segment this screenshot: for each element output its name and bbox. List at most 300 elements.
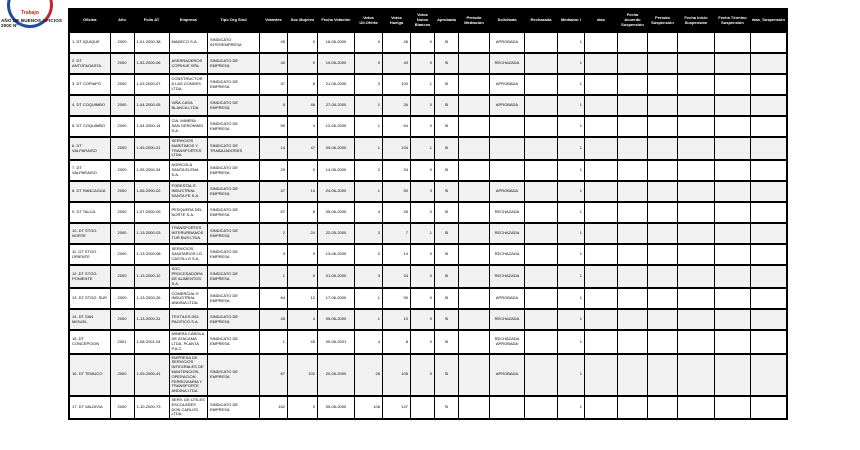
cell-periodo_susp[interactable] [647, 223, 677, 244]
cell-empresa[interactable]: SERVICIOS MARITIMOS Y TRANSPORTES LTDA. [169, 137, 207, 160]
cell-dias[interactable] [584, 330, 617, 353]
cell-rechazada[interactable] [524, 116, 557, 137]
cell-fecha_acuerdo_susp[interactable] [617, 95, 647, 116]
cell-solicitada[interactable]: APROBADA [489, 288, 524, 309]
cell-empresa[interactable]: PESQUERA DEL NORTE S.A. [169, 202, 207, 223]
cell-fecha_acuerdo_susp[interactable] [617, 223, 647, 244]
cell-votos_huelga[interactable]: 147 [382, 396, 410, 419]
cell-votos_nulos[interactable]: 0 [410, 160, 434, 181]
cell-periodo_mediacion[interactable] [458, 265, 489, 288]
cell-soc_mujeres[interactable]: 12 [287, 288, 317, 309]
cell-solicitada[interactable]: APROBADA [489, 32, 524, 53]
cell-empresa[interactable]: SOC. PROCESADORA DE ALIMENTOS S.A. [169, 265, 207, 288]
cell-dias[interactable] [584, 160, 617, 181]
cell-votos_ult_oferta[interactable]: 0 [354, 32, 382, 53]
cell-aprobada[interactable]: Si [434, 32, 458, 53]
cell-solicitada[interactable] [489, 137, 524, 160]
cell-fecha_inicio_susp[interactable] [677, 288, 714, 309]
cell-dias_suspension[interactable] [750, 95, 786, 116]
cell-votos_huelga[interactable]: 26 [382, 95, 410, 116]
cell-rechazada[interactable] [524, 95, 557, 116]
cell-periodo_mediacion[interactable] [458, 244, 489, 265]
cell-dias[interactable] [584, 32, 617, 53]
cell-votos_nulos[interactable]: 0 [410, 288, 434, 309]
cell-fecha_acuerdo_susp[interactable] [617, 160, 647, 181]
cell-empresa[interactable]: COMERCIAL E INDUSTRIAL ANDINA LTDA. [169, 288, 207, 309]
cell-oficina[interactable]: 12. DT STGO. PONIENTE [69, 265, 110, 288]
cell-fecha_acuerdo_susp[interactable] [617, 354, 647, 396]
cell-votos_ult_oferta[interactable]: 4 [354, 330, 382, 353]
cell-ano[interactable]: 2000 [110, 202, 134, 223]
cell-fecha_termino_susp[interactable] [714, 53, 750, 74]
cell-fecha_votacion[interactable]: 05-06-2000 [317, 309, 354, 330]
cell-periodo_mediacion[interactable] [458, 330, 489, 353]
cell-periodo_mediacion[interactable] [458, 309, 489, 330]
cell-tipo_org[interactable]: SINDICATO DE EMPRESA [207, 202, 259, 223]
cell-empresa[interactable]: ASERRADEROS COPIHUE SPA. [169, 53, 207, 74]
cell-aprobada[interactable]: Si [434, 244, 458, 265]
cell-folio[interactable]: 1-07-2000-09 [134, 202, 169, 223]
cell-empresa[interactable]: TEXTILES DEL PACIFICO S.A. [169, 309, 207, 330]
cell-solicitada[interactable]: RECHAZADA [489, 202, 524, 223]
cell-solicitada[interactable]: APROBADA [489, 354, 524, 396]
cell-votos_huelga[interactable]: 45 [382, 32, 410, 53]
cell-rechazada[interactable] [524, 354, 557, 396]
cell-rechazada[interactable] [524, 53, 557, 74]
cell-ano[interactable]: 2000 [110, 181, 134, 202]
cell-aprobada[interactable]: Si [434, 202, 458, 223]
cell-rechazada[interactable] [524, 309, 557, 330]
cell-mediador[interactable]: 1 [557, 309, 584, 330]
cell-periodo_mediacion[interactable] [458, 181, 489, 202]
cell-folio[interactable]: 1-04-2000-05 [134, 95, 169, 116]
column-header-tipo_org[interactable]: Tipo Org Sind [207, 9, 259, 32]
column-header-votantes[interactable]: Votantes [259, 9, 287, 32]
cell-dias[interactable] [584, 354, 617, 396]
cell-aprobada[interactable]: Si [434, 223, 458, 244]
cell-votos_ult_oferta[interactable]: 3 [354, 223, 382, 244]
cell-fecha_votacion[interactable]: 10-06-2000 [317, 53, 354, 74]
cell-aprobada[interactable]: Si [434, 354, 458, 396]
cell-votos_huelga[interactable]: 7 [382, 223, 410, 244]
column-header-soc_mujeres[interactable]: Soc Mujeres [287, 9, 317, 32]
cell-mediador[interactable]: 1 [557, 288, 584, 309]
cell-fecha_acuerdo_susp[interactable] [617, 288, 647, 309]
cell-periodo_susp[interactable] [647, 137, 677, 160]
cell-periodo_susp[interactable] [647, 396, 677, 419]
column-header-ano[interactable]: Año [110, 9, 134, 32]
cell-aprobada[interactable]: Si [434, 74, 458, 95]
cell-rechazada[interactable] [524, 202, 557, 223]
column-header-votos_ult_oferta[interactable]: Votos Ult.Oferta [354, 9, 382, 32]
cell-empresa[interactable]: MADECO S.A. [169, 32, 207, 53]
cell-ano[interactable]: 2000 [110, 160, 134, 181]
cell-ano[interactable]: 2001 [110, 330, 134, 353]
cell-fecha_termino_susp[interactable] [714, 354, 750, 396]
cell-votos_ult_oferta[interactable]: 2 [354, 160, 382, 181]
cell-empresa[interactable]: CIA. MINERA SAN GERONIMO S.A. [169, 116, 207, 137]
cell-fecha_inicio_susp[interactable] [677, 160, 714, 181]
cell-soc_mujeres[interactable]: 8 [287, 202, 317, 223]
cell-mediador[interactable]: 1 [557, 53, 584, 74]
cell-tipo_org[interactable]: SINDICATO DE EMPRESA [207, 95, 259, 116]
cell-fecha_acuerdo_susp[interactable] [617, 309, 647, 330]
cell-fecha_votacion[interactable]: 20-06-2000 [317, 354, 354, 396]
cell-votos_ult_oferta[interactable]: 1 [354, 116, 382, 137]
cell-oficina[interactable]: 9. DT TALCA [69, 202, 110, 223]
cell-mediador[interactable]: 1 [557, 181, 584, 202]
cell-empresa[interactable]: SERVICIOS SANITARIOS LO CASTILLO S.A. [169, 244, 207, 265]
cell-votos_huelga[interactable]: 34 [382, 265, 410, 288]
cell-votos_ult_oferta[interactable]: 1 [354, 137, 382, 160]
cell-fecha_inicio_susp[interactable] [677, 223, 714, 244]
cell-votantes[interactable]: 40 [259, 53, 287, 74]
cell-ano[interactable]: 2000 [110, 265, 134, 288]
cell-soc_mujeres[interactable]: 46 [287, 95, 317, 116]
cell-fecha_termino_susp[interactable] [714, 32, 750, 53]
cell-fecha_inicio_susp[interactable] [677, 309, 714, 330]
cell-dias[interactable] [584, 265, 617, 288]
cell-dias_suspension[interactable] [750, 244, 786, 265]
cell-periodo_susp[interactable] [647, 202, 677, 223]
cell-soc_mujeres[interactable]: 4 [287, 116, 317, 137]
cell-votos_ult_oferta[interactable]: 1 [354, 181, 382, 202]
cell-dias[interactable] [584, 202, 617, 223]
cell-votos_nulos[interactable]: 0 [410, 309, 434, 330]
cell-soc_mujeres[interactable]: 8 [287, 74, 317, 95]
cell-rechazada[interactable] [524, 396, 557, 419]
cell-folio[interactable]: 1-04-2000-14 [134, 116, 169, 137]
cell-aprobada[interactable]: Si [434, 53, 458, 74]
cell-votantes[interactable]: 14 [259, 137, 287, 160]
cell-fecha_termino_susp[interactable] [714, 223, 750, 244]
cell-dias[interactable] [584, 116, 617, 137]
cell-fecha_inicio_susp[interactable] [677, 116, 714, 137]
cell-tipo_org[interactable]: SINDICATO DE EMPRESA [207, 244, 259, 265]
cell-periodo_susp[interactable] [647, 74, 677, 95]
cell-fecha_votacion[interactable]: 21-06-2000 [317, 74, 354, 95]
cell-fecha_votacion[interactable]: 05-06-2000 [317, 396, 354, 419]
cell-dias_suspension[interactable] [750, 309, 786, 330]
cell-tipo_org[interactable]: SINDICATO DE EMPRESA [207, 330, 259, 353]
cell-votos_nulos[interactable]: 1 [410, 74, 434, 95]
cell-ano[interactable]: 2000 [110, 396, 134, 419]
cell-fecha_inicio_susp[interactable] [677, 74, 714, 95]
cell-empresa[interactable]: EMPRESA DE SERVICIOS INTEGRALES DE MANTENCION, OPERACION FERROVIARIA Y TRANSPORTE ANDINA LTDA. [169, 354, 207, 396]
cell-empresa[interactable]: VIÑA CASA BLANCA LTDA. [169, 95, 207, 116]
cell-votos_ult_oferta[interactable]: 0 [354, 53, 382, 74]
cell-fecha_acuerdo_susp[interactable] [617, 181, 647, 202]
cell-tipo_org[interactable]: SINDICATO DE EMPRESA [207, 53, 259, 74]
column-header-aprobada[interactable]: Aprobada [434, 9, 458, 32]
cell-aprobada[interactable]: Si [434, 396, 458, 419]
cell-fecha_votacion[interactable]: 24-06-2000 [317, 181, 354, 202]
cell-dias[interactable] [584, 288, 617, 309]
cell-soc_mujeres[interactable]: 14 [287, 181, 317, 202]
cell-fecha_acuerdo_susp[interactable] [617, 265, 647, 288]
cell-solicitada[interactable]: RECHAZADA APROBADA [489, 330, 524, 353]
cell-fecha_inicio_susp[interactable] [677, 202, 714, 223]
cell-fecha_termino_susp[interactable] [714, 137, 750, 160]
cell-solicitada[interactable]: RECHAZADA [489, 223, 524, 244]
cell-fecha_inicio_susp[interactable] [677, 354, 714, 396]
cell-fecha_acuerdo_susp[interactable] [617, 74, 647, 95]
cell-dias[interactable] [584, 95, 617, 116]
cell-dias_suspension[interactable] [750, 354, 786, 396]
cell-soc_mujeres[interactable]: 24 [287, 223, 317, 244]
cell-fecha_votacion[interactable]: 05-06-2000 [317, 202, 354, 223]
cell-soc_mujeres[interactable]: 0 [287, 32, 317, 53]
cell-fecha_termino_susp[interactable] [714, 288, 750, 309]
cell-solicitada[interactable]: APROBADA [489, 74, 524, 95]
column-header-votos_nulos[interactable]: Votos Nulos Blancos [410, 9, 434, 32]
cell-solicitada[interactable]: RECHAZADA [489, 53, 524, 74]
cell-periodo_mediacion[interactable] [458, 53, 489, 74]
cell-ano[interactable]: 2000 [110, 244, 134, 265]
cell-rechazada[interactable] [524, 288, 557, 309]
cell-tipo_org[interactable]: SINDICATO DE EMPRESA [207, 74, 259, 95]
cell-folio[interactable]: 1-05-2000-21 [134, 137, 169, 160]
cell-oficina[interactable]: 4. DT COQUIMBO [69, 95, 110, 116]
cell-fecha_votacion[interactable]: 12-06-2000 [317, 116, 354, 137]
cell-fecha_votacion[interactable]: 14-06-2000 [317, 160, 354, 181]
cell-mediador[interactable]: 1 [557, 244, 584, 265]
cell-mediador[interactable]: 1 [557, 95, 584, 116]
cell-tipo_org[interactable]: SINDICATO DE EMPRESA [207, 288, 259, 309]
cell-periodo_susp[interactable] [647, 116, 677, 137]
cell-fecha_termino_susp[interactable] [714, 265, 750, 288]
cell-votos_huelga[interactable]: 45 [382, 202, 410, 223]
cell-oficina[interactable]: 3. DT COPIAPO [69, 74, 110, 95]
cell-dias_suspension[interactable] [750, 181, 786, 202]
cell-fecha_acuerdo_susp[interactable] [617, 202, 647, 223]
cell-votos_huelga[interactable]: 105 [382, 354, 410, 396]
cell-ano[interactable]: 2000 [110, 53, 134, 74]
cell-votantes[interactable]: 57 [259, 202, 287, 223]
cell-aprobada[interactable]: Si [434, 288, 458, 309]
cell-oficina[interactable]: 17. DT VALDIVIA [69, 396, 110, 419]
cell-folio[interactable]: 1-13-2000-03 [134, 223, 169, 244]
cell-fecha_termino_susp[interactable] [714, 244, 750, 265]
cell-votos_huelga[interactable]: 50 [382, 181, 410, 202]
cell-fecha_termino_susp[interactable] [714, 160, 750, 181]
cell-tipo_org[interactable]: SINDICATO DE EMPRESA [207, 265, 259, 288]
column-header-rechazada[interactable]: Rechazada [524, 9, 557, 32]
cell-folio[interactable]: 1-13-2000-12 [134, 265, 169, 288]
cell-votantes[interactable]: 1 [259, 265, 287, 288]
cell-dias[interactable] [584, 137, 617, 160]
cell-dias[interactable] [584, 309, 617, 330]
cell-folio[interactable]: 1-13-2000-08 [134, 244, 169, 265]
cell-periodo_mediacion[interactable] [458, 288, 489, 309]
cell-votos_huelga[interactable]: 8 [382, 330, 410, 353]
cell-periodo_mediacion[interactable] [458, 396, 489, 419]
cell-mediador[interactable]: 1 [557, 137, 584, 160]
cell-folio[interactable]: 1-09-2000-41 [134, 354, 169, 396]
cell-mediador[interactable]: 1 [557, 74, 584, 95]
cell-fecha_acuerdo_susp[interactable] [617, 396, 647, 419]
cell-dias_suspension[interactable] [750, 137, 786, 160]
cell-fecha_votacion[interactable]: 17-06-2000 [317, 288, 354, 309]
cell-rechazada[interactable] [524, 137, 557, 160]
cell-rechazada[interactable] [524, 160, 557, 181]
cell-mediador[interactable]: 1 [557, 202, 584, 223]
cell-oficina[interactable]: 10. DT STGO. NORTE [69, 223, 110, 244]
cell-mediador[interactable]: 1 [557, 32, 584, 53]
cell-solicitada[interactable]: RECHAZADA [489, 265, 524, 288]
column-header-periodo_susp[interactable]: Período Suspensión [647, 9, 677, 32]
cell-dias[interactable] [584, 223, 617, 244]
column-header-fecha_inicio_susp[interactable]: Fecha Inicio Suspensión [677, 9, 714, 32]
cell-votos_ult_oferta[interactable]: 4 [354, 202, 382, 223]
cell-fecha_inicio_susp[interactable] [677, 137, 714, 160]
cell-empresa[interactable]: FORESTAL E INDUSTRIAL SANTA FE S.A. [169, 181, 207, 202]
cell-votos_nulos[interactable]: 0 [410, 244, 434, 265]
cell-votantes[interactable]: 162 [259, 396, 287, 419]
cell-periodo_susp[interactable] [647, 330, 677, 353]
cell-votos_huelga[interactable]: 14 [382, 244, 410, 265]
cell-votos_nulos[interactable] [410, 396, 434, 419]
cell-folio[interactable]: 1-06-2000-02 [134, 181, 169, 202]
cell-votos_huelga[interactable]: 134 [382, 137, 410, 160]
cell-folio[interactable]: 1-03-2000-07 [134, 74, 169, 95]
cell-oficina[interactable]: 11. DT STGO. ORIENTE [69, 244, 110, 265]
cell-fecha_termino_susp[interactable] [714, 309, 750, 330]
cell-aprobada[interactable]: Si [434, 181, 458, 202]
cell-dias_suspension[interactable] [750, 53, 786, 74]
cell-fecha_acuerdo_susp[interactable] [617, 116, 647, 137]
cell-rechazada[interactable] [524, 32, 557, 53]
cell-empresa[interactable]: SERV. DE UTILES ESCOLARES DON CARLOS LTDA. [169, 396, 207, 419]
cell-empresa[interactable]: TRANSPORTES INTERURBANOS TUR BUS LTDA. [169, 223, 207, 244]
cell-oficina[interactable]: 7. DT VALPARAISO [69, 160, 110, 181]
cell-oficina[interactable]: 8. DT RANCAGUA [69, 181, 110, 202]
cell-periodo_mediacion[interactable] [458, 160, 489, 181]
cell-solicitada[interactable]: APROBADA [489, 95, 524, 116]
cell-periodo_mediacion[interactable] [458, 74, 489, 95]
cell-fecha_votacion[interactable]: 13-06-2000 [317, 244, 354, 265]
cell-votos_ult_oferta[interactable]: 1 [354, 288, 382, 309]
cell-dias_suspension[interactable] [750, 330, 786, 353]
cell-soc_mujeres[interactable]: 0 [287, 160, 317, 181]
cell-folio[interactable]: 1-13-2000-31 [134, 309, 169, 330]
cell-soc_mujeres[interactable]: 47 [287, 137, 317, 160]
cell-soc_mujeres[interactable]: 0 [287, 265, 317, 288]
cell-periodo_susp[interactable] [647, 160, 677, 181]
cell-solicitada[interactable] [489, 116, 524, 137]
cell-periodo_susp[interactable] [647, 265, 677, 288]
cell-mediador[interactable]: 1 [557, 265, 584, 288]
cell-aprobada[interactable]: Si [434, 116, 458, 137]
cell-solicitada[interactable] [489, 396, 524, 419]
cell-solicitada[interactable]: RECHAZADA [489, 309, 524, 330]
cell-fecha_termino_susp[interactable] [714, 202, 750, 223]
cell-empresa[interactable]: AGRICOLA SANTA ELENA S.A. [169, 160, 207, 181]
cell-votantes[interactable]: 2 [259, 223, 287, 244]
cell-votantes[interactable]: 47 [259, 181, 287, 202]
cell-fecha_acuerdo_susp[interactable] [617, 244, 647, 265]
cell-fecha_votacion[interactable]: 09-06-2001 [317, 330, 354, 353]
cell-aprobada[interactable]: Si [434, 265, 458, 288]
cell-votos_nulos[interactable]: 1 [410, 137, 434, 160]
cell-aprobada[interactable]: Si [434, 330, 458, 353]
cell-votos_huelga[interactable]: 64 [382, 116, 410, 137]
cell-rechazada[interactable] [524, 223, 557, 244]
cell-rechazada[interactable] [524, 74, 557, 95]
cell-dias[interactable] [584, 74, 617, 95]
cell-tipo_org[interactable]: SINDICATO DE EMPRESA [207, 354, 259, 396]
cell-ano[interactable]: 2000 [110, 32, 134, 53]
cell-votantes[interactable]: 67 [259, 354, 287, 396]
cell-solicitada[interactable]: RECHAZADA [489, 244, 524, 265]
cell-mediador[interactable]: 1 [557, 354, 584, 396]
cell-dias_suspension[interactable] [750, 160, 786, 181]
cell-fecha_inicio_susp[interactable] [677, 265, 714, 288]
cell-tipo_org[interactable]: SINDICATO DE TRABAJADORES [207, 137, 259, 160]
cell-periodo_mediacion[interactable] [458, 223, 489, 244]
cell-periodo_susp[interactable] [647, 244, 677, 265]
cell-votos_nulos[interactable]: 0 [410, 53, 434, 74]
cell-oficina[interactable]: 6. DT VALPARAISO [69, 137, 110, 160]
cell-votos_nulos[interactable]: 0 [410, 354, 434, 396]
cell-fecha_votacion[interactable]: 01-06-2000 [317, 265, 354, 288]
cell-soc_mujeres[interactable]: 4 [287, 309, 317, 330]
column-header-oficina[interactable]: Oficina [69, 9, 110, 32]
cell-oficina[interactable]: 15. DT CONCEPCION [69, 330, 110, 353]
cell-ano[interactable]: 2000 [110, 74, 134, 95]
cell-mediador[interactable]: 1 [557, 223, 584, 244]
cell-fecha_termino_susp[interactable] [714, 330, 750, 353]
cell-periodo_susp[interactable] [647, 181, 677, 202]
column-header-periodo_mediacion[interactable]: Período Mediación [458, 9, 489, 32]
cell-periodo_mediacion[interactable] [458, 32, 489, 53]
cell-folio[interactable]: 1-01-2000-38 [134, 32, 169, 53]
cell-folio[interactable]: 1-08-2001-04 [134, 330, 169, 353]
column-header-solicitada[interactable]: Solicitada [489, 9, 524, 32]
cell-dias_suspension[interactable] [750, 202, 786, 223]
cell-votos_nulos[interactable]: 1 [410, 223, 434, 244]
cell-periodo_mediacion[interactable] [458, 202, 489, 223]
cell-votantes[interactable]: 45 [259, 309, 287, 330]
cell-fecha_inicio_susp[interactable] [677, 396, 714, 419]
cell-oficina[interactable]: 1. DT IQUIQUE [69, 32, 110, 53]
cell-ano[interactable]: 2000 [110, 95, 134, 116]
cell-votos_nulos[interactable]: 0 [410, 95, 434, 116]
cell-soc_mujeres[interactable]: 102 [287, 354, 317, 396]
cell-votos_ult_oferta[interactable]: 26 [354, 354, 382, 396]
cell-fecha_votacion[interactable]: 09-06-2000 [317, 137, 354, 160]
cell-fecha_termino_susp[interactable] [714, 74, 750, 95]
cell-oficina[interactable]: 13. DT STGO. SUR [69, 288, 110, 309]
cell-tipo_org[interactable]: SINDICATO DE EMPRESA [207, 116, 259, 137]
column-header-folio[interactable]: Folio AT [134, 9, 169, 32]
column-header-dias_suspension[interactable]: días_Suspensión [750, 9, 786, 32]
cell-votos_huelga[interactable]: 10 [382, 309, 410, 330]
cell-fecha_termino_susp[interactable] [714, 396, 750, 419]
cell-soc_mujeres[interactable]: 45 [287, 330, 317, 353]
cell-dias_suspension[interactable] [750, 32, 786, 53]
cell-folio[interactable]: 1-10-2000-73 [134, 396, 169, 419]
cell-votos_ult_oferta[interactable]: 1 [354, 95, 382, 116]
cell-fecha_votacion[interactable]: 16-06-2000 [317, 32, 354, 53]
cell-periodo_susp[interactable] [647, 53, 677, 74]
cell-oficina[interactable]: 2. DT ANTOFAGASTA [69, 53, 110, 74]
cell-soc_mujeres[interactable]: 0 [287, 396, 317, 419]
cell-votos_nulos[interactable]: 3 [410, 181, 434, 202]
cell-votos_huelga[interactable]: 34 [382, 160, 410, 181]
cell-fecha_acuerdo_susp[interactable] [617, 330, 647, 353]
column-header-fecha_acuerdo_susp[interactable]: Fecha Acuerdo Suspensión [617, 9, 647, 32]
